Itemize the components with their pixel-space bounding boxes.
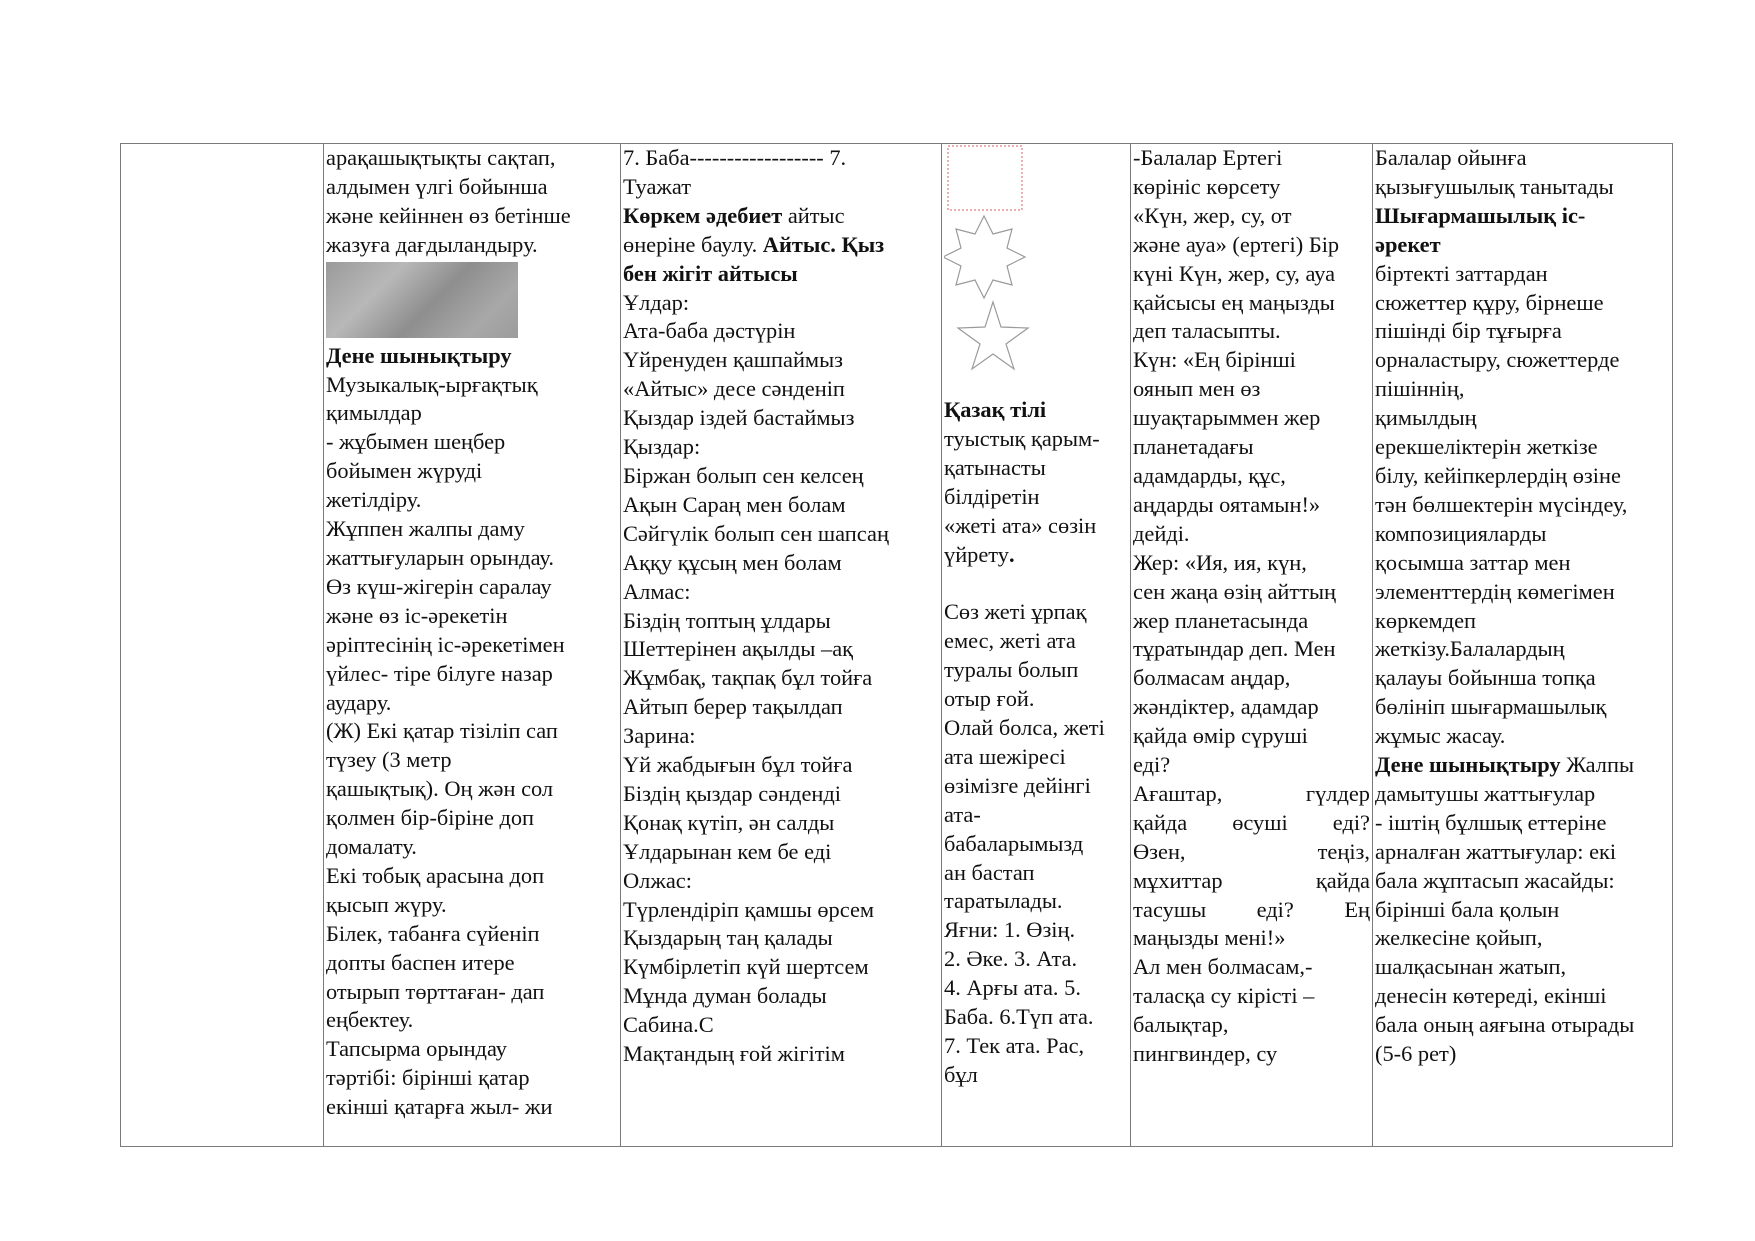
text-line: Өзен, теңіз, [1133,838,1370,864]
text-line: бойымен жүруді [326,458,483,484]
text-line: композицияларды [1375,520,1547,546]
text-line: еңбектеу. [326,1007,414,1033]
text-line: Біздің топтың ұлдары [623,607,831,633]
text-line: Қыздар іздей бастаймыз [623,405,855,431]
text-line: Шеттерінен ақылды –ақ [623,636,854,662]
text-line: және өз іс-әрекетін [326,602,508,628]
text-line: таласқа су кірісті – [1133,983,1315,1009]
text-line: қашықтық). Оң жән сол [326,776,554,802]
text-line: қайсысы ең маңызды [1133,289,1335,315]
cell-creative-activity [1373,144,1673,1147]
section-body [1375,260,1670,751]
text-line: адамдарды, құс, [1133,462,1286,488]
lesson-plan-table [120,143,1673,1147]
text-line: білдіретін [944,483,1040,509]
text-line: балықтар, [1133,1012,1229,1038]
text-line: Қыздарың таң қалады [623,925,833,951]
section-body [944,425,1128,541]
text-line: Жұппен жалпы даму [326,516,525,542]
text-line: еді? [1133,752,1171,778]
text-line: Біздің қыздар сәнденді [623,780,841,806]
text-line: шуақтарыммен жер [1133,405,1321,431]
text-line [944,541,1128,570]
text-line: «Күн, жер, су, от [1133,202,1292,228]
text-line: аудару. [326,689,392,715]
text-line: қимылдар [326,400,422,426]
text-line: Айтып берер тақылдап [623,694,843,720]
text-line: отыр ғой. [944,686,1035,712]
text-line: маңызды мені!» [1133,925,1286,951]
square-outline-icon [948,146,1022,210]
text-line: Жер: «Ия, ия, күн, [1133,549,1307,575]
text-line: таратылады. [944,888,1063,914]
text-line: Білек, табанға сүйеніп [326,920,540,946]
text-line: ерекшеліктерін жеткізе [1375,434,1598,460]
text-line: Екі тобық арасына доп [326,862,545,888]
text-line: жәндіктер, адамдар [1133,694,1319,720]
subtitle-bold: Айтыс. Қыз [762,231,885,257]
text-line: қайда өмір сүруші [1133,723,1308,749]
text-line: Күн: «Ең бірінші [1133,347,1296,373]
text-line: Мұнда думан болады [623,983,827,1009]
text-line: орналастыру, сюжеттерде [1375,347,1620,373]
text-line: Түрлендіріп қамшы өрсем [623,896,875,922]
aitys-verses [623,289,939,1069]
text-line: қысып жүру. [326,891,447,917]
section-heading: Шығармашылық іс- [1375,202,1586,228]
text-line: денесін көтереді, екінші [1375,983,1607,1009]
text-line: Олай болса, жеті [944,714,1105,740]
text-line: туралы болып [944,657,1079,683]
section-heading: Дене шынықтыру [326,342,512,368]
text-line: Зарина: [623,723,696,749]
text-line: жетілдіру. [326,487,422,513]
text-line: алдымен үлгі бойынша [326,173,548,199]
text-line: «жеті ата» сөзін [944,512,1097,538]
text-line: 2. Әке. 3. Ата. [944,946,1078,972]
section-body [326,371,618,1123]
text-line: Ақын Сараң мен болам [623,491,846,517]
text-line: желкесіне қойып, [1375,925,1543,951]
text-line: сен жаңа өзің айттың [1133,578,1337,604]
text-line: Күмбірлетіп күй шертсем [623,954,869,980]
table-row [121,144,1673,1147]
text-line: бөлініп шығармашылық [1375,694,1607,720]
section-heading-line [1375,751,1670,780]
text-span: үйрету [944,541,1009,567]
text-line: Ағаштар, гүлдер [1133,780,1370,806]
text-span: Жалпы [1560,752,1634,778]
fairy-tale-text-justified [1133,780,1370,925]
text-line: күні Күн, жер, су, ауа [1133,260,1336,286]
text-line: Яғни: 1. Өзің. [944,917,1076,943]
text-line: пішінді бір тұғырға [1375,318,1562,344]
text-line: Өз күш-жігерін саралау [326,573,552,599]
text-line: көркемдеп [1375,607,1477,633]
section-body [944,598,1128,1089]
text-span: өнеріне баулу. [623,231,763,257]
text-line: арақашықтықты сақтап, [326,145,556,170]
text-line: біртекті заттардан [1375,260,1548,286]
blank-line [944,569,1128,598]
intro-text [326,144,618,260]
text-line: қалауы бойынша топқа [1375,665,1596,691]
section-heading: Қазақ тілі [944,397,1047,422]
text-line: тән бөлшектерін мүсіндеу, [1375,491,1628,517]
text-line: (5-6 рет) [1375,1041,1457,1067]
section-heading-line [623,202,939,231]
cell-physical-education [324,144,621,1147]
text-line: Үй жабдығын бұл тойға [623,752,853,778]
text-line: бала жұптасып жасайды: [1375,867,1615,893]
text-line: екінші қатарға жыл- жи [326,1094,553,1120]
text-line: бабаларымызд [944,830,1084,856]
subtitle-bold: бен жігіт айтысы [623,260,798,286]
text-line: Ұлдар: [623,289,690,315]
text-line: Біржан болып сен келсең [623,462,864,488]
text-line: болмасам аңдар, [1133,665,1291,691]
shapes-illustration [944,144,1044,394]
text-line: оянып мен өз [1133,376,1261,402]
intro-text [1375,144,1670,202]
text-line: тәртібі: бірінші қатар [326,1065,530,1091]
text-line: қолмен бір-біріне доп [326,805,535,831]
text-line: деп таласыпты. [1133,318,1281,344]
text-line: Ұлдарынан кем бе еді [623,838,832,864]
text-line: және ауа» (ертегі) Бір [1133,231,1340,257]
text-line: отырып төрттаған- дап [326,978,545,1004]
text-line: - іштің бұлшық еттеріне [1375,809,1607,835]
text-line: шалқасынан жатып, [1375,954,1567,980]
text-line: Қонақ күтіп, ән салды [623,809,835,835]
cell-literature-aitys [621,144,942,1147]
text-line: және кейіннен өз бетінше [326,202,571,228]
text-line: жер планетасында [1133,607,1309,633]
text-line: үйлес- тіре білуге назар [326,660,553,686]
text-line: 7. Тек ата. Рас, [944,1032,1085,1058]
text-line: Ал мен болмасам,- [1133,954,1313,980]
text-line: бұл [944,1061,978,1087]
text-line: бала оның аяғына отырады [1375,1012,1635,1038]
text-line: түзеу (3 метр [326,747,452,773]
text-line: Жұмбақ, тақпақ бұл тойға [623,665,873,691]
section-body [1375,780,1670,1069]
cell-fairy-tale-play [1131,144,1373,1147]
text-line: бірінші бала қолын [1375,896,1560,922]
text-line: өзімізге дейінгі [944,772,1091,798]
text-line: пингвиндер, су [1133,1041,1278,1067]
text-line: қатынасты [944,454,1046,480]
section-heading: әрекет [1375,231,1441,257]
text-line: «Айтыс» десе сәнденіп [623,376,845,402]
section-heading: Көркем әдебиет [623,202,783,228]
section-heading: Дене шынықтыру [1375,752,1561,778]
fairy-tale-text [1133,924,1370,1069]
text-line: жаттығуларын орындау. [326,544,554,570]
text-line: планетадағы [1133,434,1254,460]
text-line: мұхиттар қайда [1133,867,1370,893]
five-point-star-icon [958,302,1028,369]
text-line: білу, кейіпкерлердің өзіне [1375,462,1621,488]
text-line: арналған жаттығулар: екі [1375,838,1617,864]
text-line: тасушы еді? Ең [1133,896,1370,922]
text-line: домалату. [326,834,417,860]
handwriting-sample-image [326,262,518,338]
text-line: қайда өсуші еді? [1133,809,1370,835]
text-line: қимылдың [1375,405,1477,431]
text-line: дейді. [1133,520,1190,546]
eight-point-star-icon [944,216,1025,298]
text-line: Алмас: [623,578,691,604]
text-line: элементтердің көмегімен [1375,578,1615,604]
text-line: 7. Баба------------------ 7. [623,145,847,170]
text-line: Туажат [623,173,692,199]
text-line: емес, жеті ата [944,628,1076,654]
text-line: аңдарды оятамын!» [1133,491,1321,517]
text-line: айтыс [782,202,845,228]
text-line: жеткізу.Балалардың [1375,636,1565,662]
text-line: қосымша заттар мен [1375,549,1571,575]
text-line: Үйренуден қашпаймыз [623,347,843,373]
cell-kazakh-language [942,144,1131,1147]
text-span: . [1009,541,1015,567]
text-line: Балалар ойынға [1375,145,1527,170]
empty-cell [121,144,324,1147]
text-line: қызығушылық танытады [1375,173,1614,199]
text-line: дамытушы жаттығулар [1375,780,1596,806]
text-line: 4. Арғы ата. 5. [944,975,1081,1001]
text-line: ата шежіресі [944,743,1066,769]
text-line: туыстық қарым- [944,425,1100,451]
text-line: (Ж) Екі қатар тізіліп сап [326,718,558,744]
text-line: жұмыс жасау. [1375,723,1506,749]
fairy-tale-text [1133,144,1370,780]
text-line: жазуға дағдыландыру. [326,231,538,257]
text-line: Олжас: [623,867,692,893]
text-line: Музыкалық-ырғақтық [326,371,538,397]
text-line: көрініс көрсету [1133,173,1281,199]
text-line: сюжеттер құру, бірнеше [1375,289,1604,315]
text-line [623,231,939,260]
text-line: Сөз жеті ұрпақ [944,599,1087,625]
text-line: -Балалар Ертегі [1133,145,1283,170]
text-line: Баба. 6.Түп ата. [944,1004,1094,1030]
text-line: ан бастап [944,859,1035,885]
text-line: әріптесінің іс-әрекетімен [326,631,565,657]
text-line: Сабина.С [623,1012,714,1038]
text-line: ата- [944,801,981,827]
text-line: Сәйгүлік болып сен шапсаң [623,520,889,546]
text-line: допты баспен итере [326,949,515,975]
text-line: Тапсырма орындау [326,1036,507,1062]
text-line: - жұбымен шеңбер [326,429,506,455]
text-line: пішіннің, [1375,376,1465,402]
text-line: Аққу құсың мен болам [623,549,842,575]
text-line: тұратындар деп. Мен [1133,636,1336,662]
text-line: Қыздар: [623,434,701,460]
text-line: Мақтандың ғой жігітім [623,1041,845,1067]
text-line: Ата-баба дәстүрін [623,318,796,344]
